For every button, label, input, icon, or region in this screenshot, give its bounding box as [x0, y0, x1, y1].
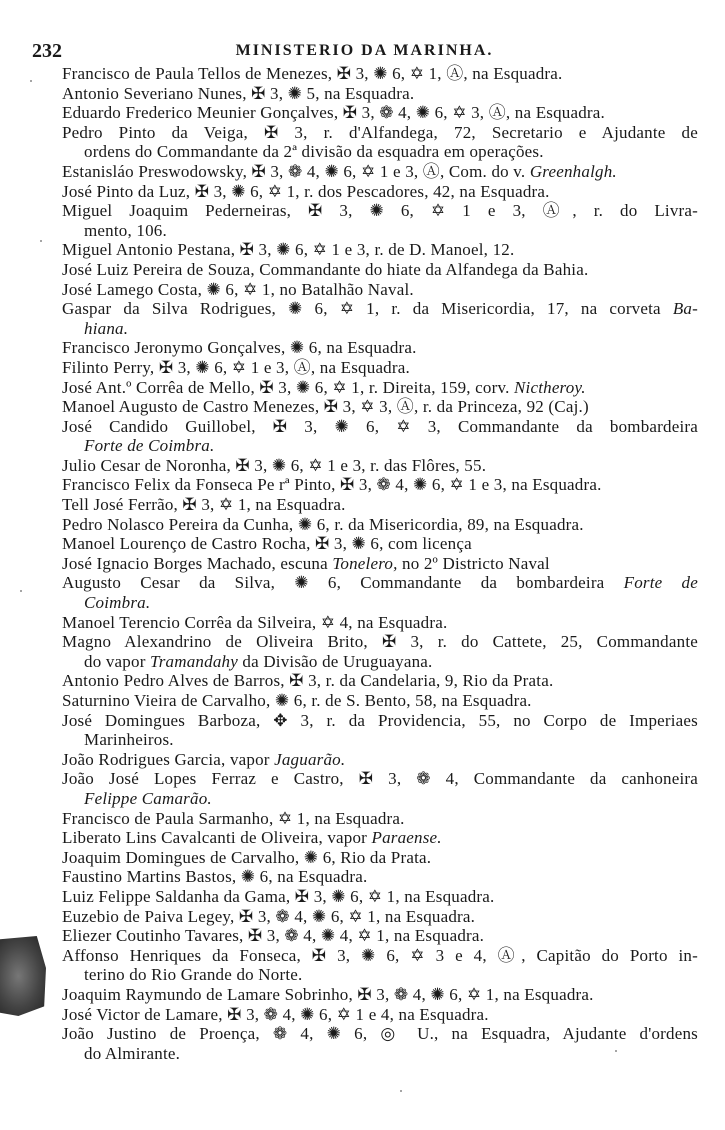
ship-or-place-name: Nictheroy.: [513, 377, 586, 397]
entry-text: Saturnino Vieira de Carvalho, ✺ 6, r. de S. Bento, 58, na Esquadra.: [62, 691, 532, 710]
entry-text: Julio Cesar de Noronha, ✠ 3, ✺ 6, ✡ 1 e 3, r. das Flôres, 55.: [62, 455, 487, 475]
ship-or-place-name: Tramandahy: [150, 651, 238, 671]
ship-or-place-name: Forte de Coimbra.: [84, 436, 215, 456]
ship-or-place-name: hiana.: [84, 318, 129, 338]
entry-text: João Justino de Proença, ❁ 4, ✺ 6, ◎ U., na Esquadra, Ajudante d'ordens: [62, 1024, 698, 1044]
entry-text: Manoel Augusto de Castro Menezes, ✠ 3, ✡ 3, Ⓐ, r. da Princeza, 92 (Caj.): [62, 397, 589, 417]
list-entry: [62, 456, 698, 476]
list-entry: [62, 985, 698, 1005]
list-entry: [62, 848, 698, 868]
entry-text: José Lamego Costa, ✺ 6, ✡ 1, no Batalhão Naval.: [62, 279, 414, 299]
list-entry: [62, 103, 698, 123]
entry-continuation-line: [62, 965, 698, 985]
entry-text: José Domingues Barboza, ✥ 3, r. da Providencia, 55, no Corpo de Imperiaes: [62, 710, 698, 730]
ship-or-place-name: Paraense.: [371, 828, 442, 848]
list-entry: [62, 828, 698, 848]
entry-text: Joaquim Domingues de Carvalho, ✺ 6, Rio da Prata.: [62, 847, 432, 867]
list-entry: [62, 280, 698, 300]
entry-line: [62, 1005, 698, 1025]
entry-text: Francisco de Paula Sarmanho, ✡ 1, na Esquadra.: [62, 808, 405, 828]
entry-line: [62, 123, 698, 143]
entry-text: Pedro Nolasco Pereira da Cunha, ✺ 6, r. da Misericordia, 89, na Esquadra.: [62, 514, 584, 534]
page-number: 232: [32, 40, 62, 62]
list-entry: [62, 887, 698, 907]
entry-line: [62, 338, 698, 358]
list-entry: [62, 907, 698, 927]
entry-text: Francisco Jeronymo Gonçalves, ✺ 6, na Esquadra.: [62, 338, 417, 358]
entry-text: João José Lopes Ferraz e Castro, ✠ 3, ❁ 4, Commandante da canhoneira: [62, 769, 698, 789]
list-entry: [62, 64, 698, 84]
entry-text: Francisco de Paula Tellos de Menezes, ✠ 3, ✺ 6, ✡ 1, Ⓐ, na Esquadra.: [62, 64, 563, 83]
list-entry: [62, 475, 698, 495]
entry-text: Antonio Severiano Nunes, ✠ 3, ✺ 5, na Esquadra.: [62, 83, 415, 103]
entry-line: [62, 358, 698, 378]
list-entry: [62, 417, 698, 456]
entry-text: José Victor de Lamare, ✠ 3, ❁ 4, ✺ 6, ✡ 1 e 4, na Esquadra.: [62, 1004, 489, 1024]
entry-text: Antonio Pedro Alves de Barros, ✠ 3, r. da Candelaria, 9, Rio da Prata.: [62, 671, 554, 691]
entry-line: [62, 495, 698, 515]
entry-line: [62, 103, 698, 123]
entry-line: [62, 64, 698, 84]
entry-line: [62, 867, 698, 887]
entry-continuation-line: [62, 789, 698, 809]
entry-line: [62, 515, 698, 535]
list-entry: [62, 946, 698, 985]
entry-text: Euzebio de Paiva Legey, ✠ 3, ❁ 4, ✺ 6, ✡ 1, na Esquadra.: [62, 906, 476, 926]
entry-text: Estanisláo Preswodowsky, ✠ 3, ❁ 4, ✺ 6, ✡ 1 e 3, Ⓐ, Com. do v.: [62, 161, 530, 181]
list-entry: [62, 1005, 698, 1025]
entry-line: [62, 240, 698, 260]
list-entry: [62, 809, 698, 829]
entry-line: [62, 299, 698, 319]
entry-text: Tell José Ferrão, ✠ 3, ✡ 1, na Esquadra.: [62, 495, 346, 515]
entry-line: [62, 926, 698, 946]
entry-continuation-line: [62, 142, 698, 162]
entry-line: [62, 828, 698, 848]
entry-text: Joaquim Raymundo de Lamare Sobrinho, ✠ 3, ❁ 4, ✺ 6, ✡ 1, na Esquadra.: [62, 984, 594, 1004]
entry-text: ordens do Commandante da 2ª divisão da esquadra em operações.: [84, 142, 544, 162]
entry-text: Francisco Felix da Fonseca Pe rª Pinto, ✠ 3, ❁ 4, ✺ 6, ✡ 1 e 3, na Esquadra.: [62, 475, 602, 495]
ship-or-place-name: Tonelero,: [332, 553, 398, 573]
page-header: [32, 40, 697, 64]
entry-line: [62, 809, 698, 829]
entry-line: [62, 711, 698, 731]
list-entry: [62, 1024, 698, 1063]
list-entry: [62, 515, 698, 535]
entry-line: [62, 534, 698, 554]
entry-continuation-line: [62, 436, 698, 456]
list-entry: [62, 84, 698, 104]
list-entry: [62, 554, 698, 574]
entry-text: Eduardo Frederico Meunier Gonçalves, ✠ 3, ❁ 4, ✺ 6, ✡ 3, Ⓐ, na Esquadra.: [62, 103, 605, 123]
list-entry: [62, 926, 698, 946]
entry-text: Affonso Henriques da Fonseca, ✠ 3, ✺ 6, ✡ 3 e 4, Ⓐ, Capitão do Porto in-: [62, 945, 698, 965]
entry-text: do vapor: [84, 651, 151, 671]
list-entry: [62, 201, 698, 240]
entry-text: Manoel Lourenço de Castro Rocha, ✠ 3, ✺ 6, com licença: [62, 534, 472, 554]
entry-line: [62, 162, 698, 182]
entry-line: [62, 397, 698, 417]
entry-continuation-line: [62, 652, 698, 672]
scan-speck: [615, 1050, 617, 1052]
list-entry: [62, 632, 698, 671]
entry-line: [62, 417, 698, 437]
entry-line: [62, 985, 698, 1005]
entry-line: [62, 554, 698, 574]
list-entry: [62, 573, 698, 612]
entry-line: [62, 691, 698, 711]
list-entry: [62, 495, 698, 515]
ship-or-place-name: Greenhalgh.: [529, 161, 617, 181]
entry-text: Miguel Antonio Pestana, ✠ 3, ✺ 6, ✡ 1 e 3, r. de D. Manoel, 12.: [62, 240, 515, 260]
entry-line: [62, 750, 698, 770]
entry-line: [62, 671, 698, 691]
entry-text: José Pinto da Luz, ✠ 3, ✺ 6, ✡ 1, r. dos Pescadores, 42, na Esquadra.: [62, 181, 550, 201]
entry-line: [62, 887, 698, 907]
entry-text: no 2º Districto Naval: [397, 553, 550, 573]
list-entry: [62, 299, 698, 338]
entry-text: da Divisão de Uruguayana.: [237, 651, 433, 671]
list-entry: [62, 691, 698, 711]
ship-or-place-name: Jaguarão.: [274, 749, 346, 769]
entry-text: Liberato Lins Cavalcanti de Oliveira, vapor: [62, 828, 372, 848]
entry-line: [62, 946, 698, 966]
list-entry: [62, 397, 698, 417]
entry-line: [62, 260, 698, 280]
list-entry: [62, 378, 698, 398]
entry-continuation-line: [62, 221, 698, 241]
list-entry: [62, 338, 698, 358]
entry-line: [62, 632, 698, 652]
entry-text: Eliezer Coutinho Tavares, ✠ 3, ❁ 4, ✺ 4, ✡ 1, na Esquadra.: [62, 926, 485, 946]
list-entry: [62, 534, 698, 554]
list-entry: [62, 240, 698, 260]
entry-text: Pedro Pinto da Veiga, ✠ 3, r. d'Alfandega, 72, Secretario e Ajudante de: [62, 122, 698, 142]
entry-line: [62, 769, 698, 789]
list-entry: [62, 769, 698, 808]
list-entry: [62, 260, 698, 280]
entry-line: [62, 201, 698, 221]
entry-line: [62, 182, 698, 202]
entry-line: [62, 848, 698, 868]
entry-line: [62, 475, 698, 495]
list-entry: [62, 162, 698, 182]
entry-text: Miguel Joaquim Pederneiras, ✠ 3, ✺ 6, ✡ 1 e 3, Ⓐ, r. do Livra-: [62, 201, 698, 221]
entry-text: terino do Rio Grande do Norte.: [84, 965, 303, 985]
entry-text: Faustino Martins Bastos, ✺ 6, na Esquadra.: [62, 867, 368, 887]
entry-text: Manoel Terencio Corrêa da Silveira, ✡ 4, na Esquadra.: [62, 612, 448, 632]
scan-speck: [400, 1090, 402, 1092]
scan-speck: [30, 80, 32, 82]
entry-text: Filinto Perry, ✠ 3, ✺ 6, ✡ 1 e 3, Ⓐ, na Esquadra.: [62, 357, 410, 377]
entry-line: [62, 907, 698, 927]
ship-or-place-name: Felippe Camarão.: [84, 788, 212, 808]
running-title: MINISTERIO DA MARINHA.: [235, 42, 494, 59]
entry-line: [62, 613, 698, 633]
entry-line: [62, 456, 698, 476]
scan-stain: [0, 936, 46, 1016]
entry-continuation-line: [62, 593, 698, 613]
ship-or-place-name: Forte de: [623, 573, 698, 593]
list-entry: [62, 750, 698, 770]
entry-continuation-line: [62, 319, 698, 339]
entry-continuation-line: [62, 1044, 698, 1064]
entry-text: João Rodrigues Garcia, vapor: [62, 749, 275, 769]
list-entry: [62, 711, 698, 750]
entry-text: do Almirante.: [84, 1043, 181, 1063]
list-entry: [62, 671, 698, 691]
entry-line: [62, 1024, 698, 1044]
entry-line: [62, 280, 698, 300]
entry-text: mento, 106.: [84, 220, 167, 240]
entry-text: José Ignacio Borges Machado, escuna: [62, 553, 333, 573]
scan-speck: [40, 240, 42, 242]
list-entry: [62, 182, 698, 202]
entry-text: José Ant.º Corrêa de Mello, ✠ 3, ✺ 6, ✡ 1, r. Direita, 159, corv.: [62, 377, 514, 397]
personnel-list: [62, 64, 698, 1063]
entry-line: [62, 378, 698, 398]
entry-line: [62, 84, 698, 104]
scan-speck: [20, 590, 22, 592]
entry-text: Marinheiros.: [84, 730, 174, 750]
entry-continuation-line: [62, 730, 698, 750]
list-entry: [62, 867, 698, 887]
entry-line: [62, 573, 698, 593]
ship-or-place-name: Coimbra.: [84, 593, 151, 613]
list-entry: [62, 613, 698, 633]
list-entry: [62, 123, 698, 162]
entry-text: Magno Alexandrino de Oliveira Brito, ✠ 3, r. do Cattete, 25, Commandante: [62, 632, 698, 652]
entry-text: José Luiz Pereira de Souza, Commandante do hiate da Alfandega da Bahia.: [62, 259, 589, 279]
ship-or-place-name: Ba-: [672, 299, 698, 319]
list-entry: [62, 358, 698, 378]
entry-text: José Candido Guillobel, ✠ 3, ✺ 6, ✡ 3, Commandante da bombardeira: [62, 416, 698, 436]
entry-text: Augusto Cesar da Silva, ✺ 6, Commandante da bombardeira: [62, 573, 624, 593]
entry-text: Gaspar da Silva Rodrigues, ✺ 6, ✡ 1, r. da Misericordia, 17, na corveta: [62, 299, 673, 319]
entry-text: Luiz Felippe Saldanha da Gama, ✠ 3, ✺ 6, ✡ 1, na Esquadra.: [62, 886, 495, 906]
